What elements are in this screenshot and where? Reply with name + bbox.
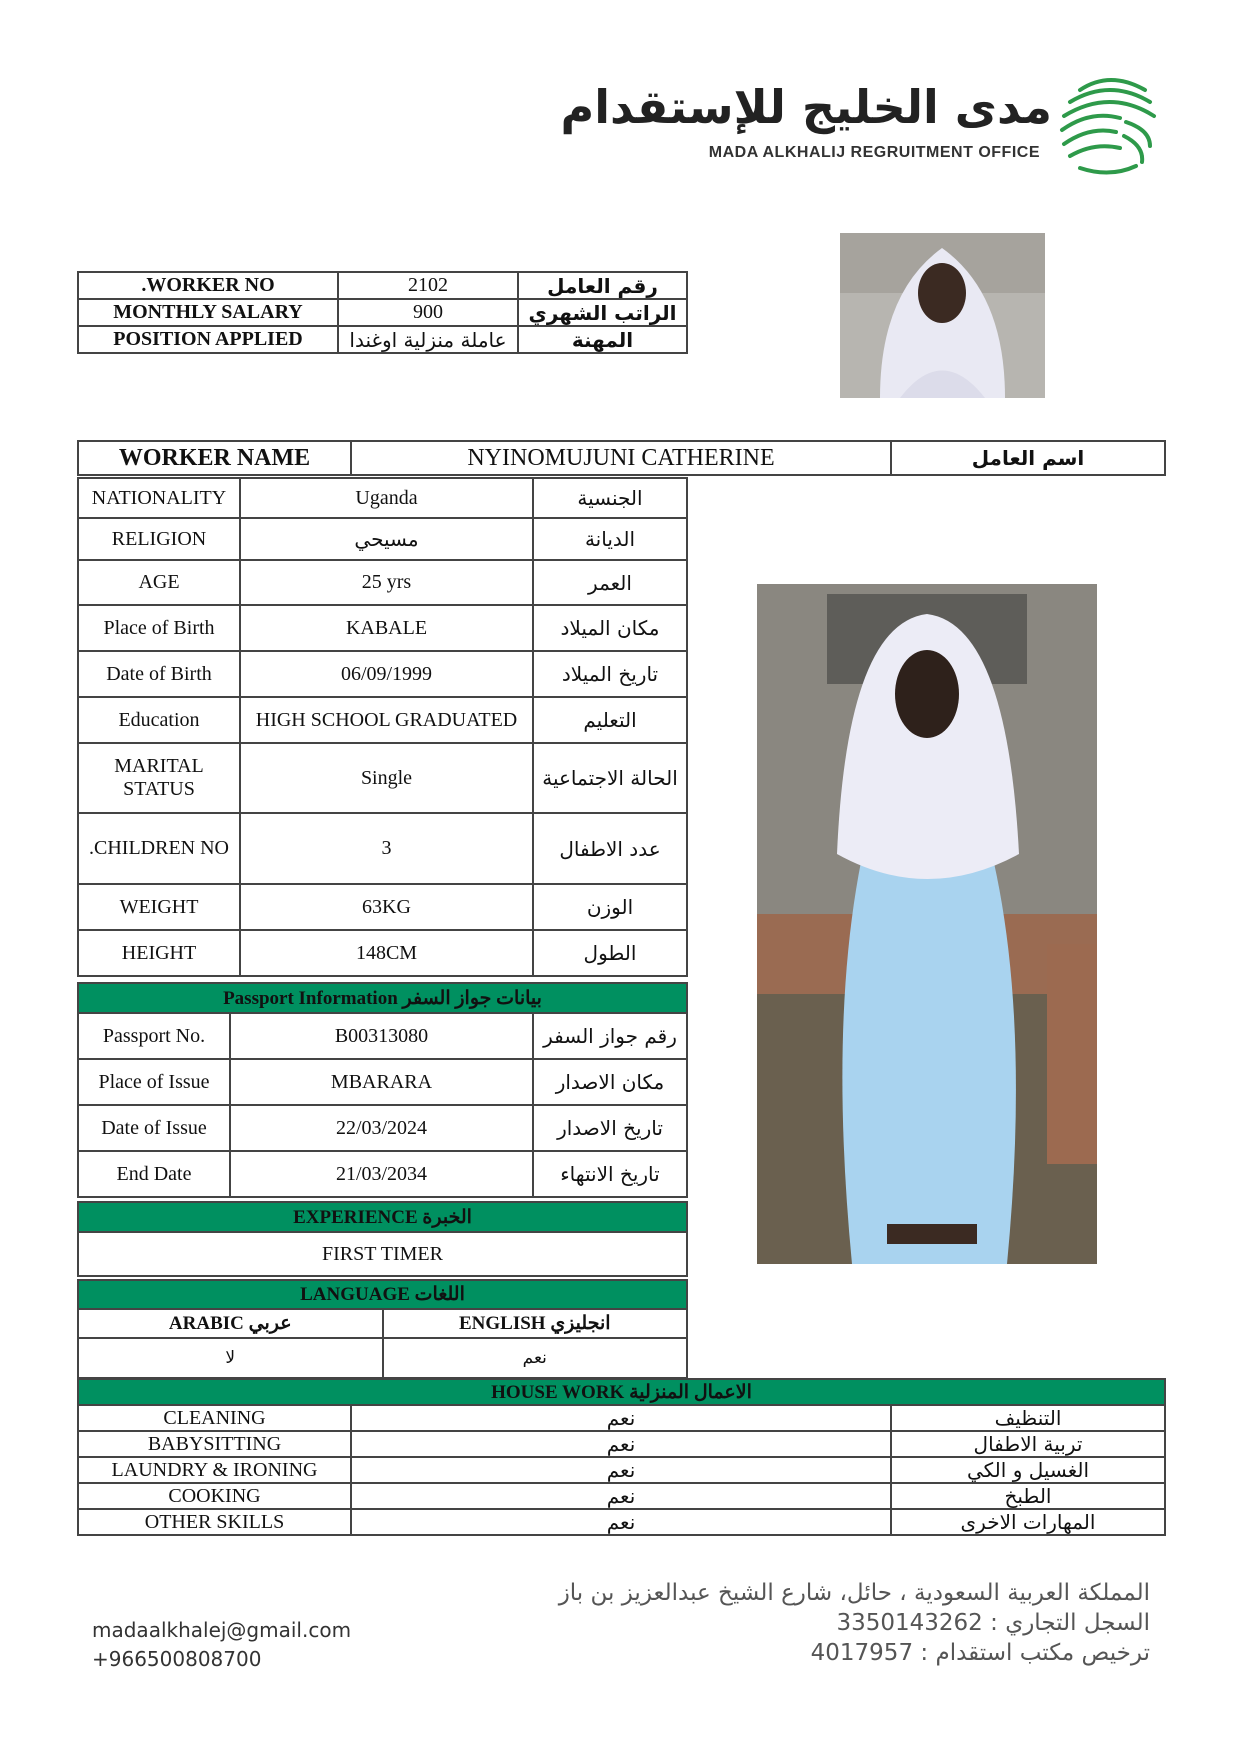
worker-name-table bbox=[77, 440, 1166, 476]
babysitting-value: نعم bbox=[351, 1431, 891, 1457]
education-arabic-label: التعليم bbox=[533, 697, 687, 743]
position-applied-arabic-label: المهنة bbox=[518, 326, 687, 353]
age-label: AGE bbox=[78, 560, 240, 605]
table-row bbox=[78, 651, 687, 697]
laundry-ironing-arabic-label: الغسيل و الكي bbox=[891, 1457, 1165, 1483]
cleaning-label: CLEANING bbox=[78, 1405, 351, 1431]
table-row bbox=[78, 1405, 1165, 1431]
table-row bbox=[78, 1338, 687, 1378]
footer-license: ترخيص مكتب استقدام : 4017957 bbox=[810, 1640, 1150, 1666]
end-date-arabic-label: تاريخ الانتهاء bbox=[533, 1151, 687, 1197]
height-value: 148CM bbox=[240, 930, 533, 976]
place-of-birth-arabic-label: مكان الميلاد bbox=[533, 605, 687, 651]
marital-status-arabic-label: الحالة الاجتماعية bbox=[533, 743, 687, 813]
children-no-arabic-label: عدد الاطفال bbox=[533, 813, 687, 884]
weight-arabic-label: الوزن bbox=[533, 884, 687, 930]
height-arabic-label: الطول bbox=[533, 930, 687, 976]
education-value: HIGH SCHOOL GRADUATED bbox=[240, 697, 533, 743]
table-row bbox=[78, 1379, 1165, 1405]
english-language-label: ENGLISH انجليزي bbox=[383, 1309, 688, 1338]
weight-value: 63KG bbox=[240, 884, 533, 930]
worker-name-value: NYINOMUJUNI CATHERINE bbox=[351, 441, 891, 475]
age-value: 25 yrs bbox=[240, 560, 533, 605]
worker-summary-table bbox=[77, 271, 688, 354]
worker-no-value: 2102 bbox=[338, 272, 518, 299]
end-date-value: 21/03/2034 bbox=[230, 1151, 533, 1197]
worker-full-body-photo bbox=[757, 584, 1097, 1264]
place-of-birth-value: KABALE bbox=[240, 605, 533, 651]
footer-email[interactable]: madaalkhalej@gmail.com bbox=[92, 1618, 352, 1642]
nationality-label: NATIONALITY bbox=[78, 478, 240, 518]
footer-contact bbox=[92, 1616, 351, 1674]
worker-no-arabic-label: رقم العامل bbox=[518, 272, 687, 299]
table-row bbox=[78, 743, 687, 813]
other-skills-arabic-label: المهارات الاخرى bbox=[891, 1509, 1165, 1535]
table-row bbox=[78, 1457, 1165, 1483]
children-no-value: 3 bbox=[240, 813, 533, 884]
table-row bbox=[78, 272, 687, 299]
date-of-issue-value: 22/03/2024 bbox=[230, 1105, 533, 1151]
table-row bbox=[78, 1232, 687, 1276]
table-row bbox=[78, 1151, 687, 1197]
table-row bbox=[78, 1431, 1165, 1457]
table-row bbox=[78, 1309, 687, 1338]
place-of-issue-value: MBARARA bbox=[230, 1059, 533, 1105]
date-of-issue-label: Date of Issue bbox=[78, 1105, 230, 1151]
table-row bbox=[78, 1105, 687, 1151]
table-row bbox=[78, 884, 687, 930]
logo bbox=[560, 70, 1160, 190]
footer-address: المملكة العربية السعودية ، حائل، شارع الشيخ عبدالعزيز بن باز bbox=[558, 1580, 1150, 1606]
worker-name-arabic-label: اسم العامل bbox=[891, 441, 1165, 475]
place-of-birth-label: Place of Birth bbox=[78, 605, 240, 651]
personal-info-table bbox=[77, 477, 688, 977]
cooking-value: نعم bbox=[351, 1483, 891, 1509]
cooking-arabic-label: الطبخ bbox=[891, 1483, 1165, 1509]
education-label: Education bbox=[78, 697, 240, 743]
arabic-language-value: لا bbox=[78, 1338, 383, 1378]
marital-status-label: MARITAL STATUS bbox=[78, 743, 240, 813]
table-row bbox=[78, 1280, 687, 1309]
table-row bbox=[78, 1059, 687, 1105]
children-no-label: .CHILDREN NO bbox=[78, 813, 240, 884]
table-row bbox=[78, 560, 687, 605]
table-row bbox=[78, 478, 687, 518]
logo-arabic-text: مدى الخليج للإستقدام bbox=[560, 80, 1052, 134]
experience-value: FIRST TIMER bbox=[78, 1232, 687, 1276]
date-of-birth-value: 06/09/1999 bbox=[240, 651, 533, 697]
monthly-salary-arabic-label: الراتب الشهري bbox=[518, 299, 687, 326]
height-label: HEIGHT bbox=[78, 930, 240, 976]
worker-portrait-photo bbox=[840, 233, 1045, 398]
footer-phone[interactable]: +966500808700 bbox=[92, 1647, 262, 1671]
position-applied-label: POSITION APPLIED bbox=[78, 326, 338, 353]
footer-address-block bbox=[510, 1578, 1150, 1668]
house-work-section-heading: HOUSE WORK الاعمال المنزلية bbox=[78, 1379, 1165, 1405]
passport-info-table bbox=[77, 982, 688, 1198]
table-row bbox=[78, 1509, 1165, 1535]
cooking-label: COOKING bbox=[78, 1483, 351, 1509]
passport-no-value: B00313080 bbox=[230, 1013, 533, 1059]
nationality-value: Uganda bbox=[240, 478, 533, 518]
passport-section-heading: Passport Information بيانات جواز السفر bbox=[78, 983, 687, 1013]
cleaning-value: نعم bbox=[351, 1405, 891, 1431]
nationality-arabic-label: الجنسية bbox=[533, 478, 687, 518]
laundry-ironing-label: LAUNDRY & IRONING bbox=[78, 1457, 351, 1483]
table-row bbox=[78, 930, 687, 976]
date-of-birth-arabic-label: تاريخ الميلاد bbox=[533, 651, 687, 697]
language-table bbox=[77, 1279, 688, 1379]
table-row bbox=[78, 605, 687, 651]
date-of-issue-arabic-label: تاريخ الاصدار bbox=[533, 1105, 687, 1151]
monthly-salary-value: 900 bbox=[338, 299, 518, 326]
weight-label: WEIGHT bbox=[78, 884, 240, 930]
table-row bbox=[78, 697, 687, 743]
religion-label: RELIGION bbox=[78, 518, 240, 560]
language-section-heading: LANGUAGE اللغات bbox=[78, 1280, 687, 1309]
passport-no-arabic-label: رقم جواز السفر bbox=[533, 1013, 687, 1059]
religion-arabic-label: الديانة bbox=[533, 518, 687, 560]
table-row bbox=[78, 326, 687, 353]
table-row bbox=[78, 299, 687, 326]
table-row bbox=[78, 1013, 687, 1059]
age-arabic-label: العمر bbox=[533, 560, 687, 605]
table-row bbox=[78, 518, 687, 560]
date-of-birth-label: Date of Birth bbox=[78, 651, 240, 697]
table-row bbox=[78, 813, 687, 884]
worker-name-label: WORKER NAME bbox=[78, 441, 351, 475]
monthly-salary-label: MONTHLY SALARY bbox=[78, 299, 338, 326]
babysitting-label: BABYSITTING bbox=[78, 1431, 351, 1457]
laundry-ironing-value: نعم bbox=[351, 1457, 891, 1483]
table-row bbox=[78, 1483, 1165, 1509]
marital-status-value: Single bbox=[240, 743, 533, 813]
house-work-table bbox=[77, 1378, 1166, 1536]
passport-no-label: Passport No. bbox=[78, 1013, 230, 1059]
logo-english-text: MADA ALKHALIJ REGRUITMENT OFFICE bbox=[708, 144, 1040, 161]
babysitting-arabic-label: تربية الاطفال bbox=[891, 1431, 1165, 1457]
worker-no-label: .WORKER NO bbox=[78, 272, 338, 299]
position-applied-value: عاملة منزلية اوغندا bbox=[338, 326, 518, 353]
place-of-issue-label: Place of Issue bbox=[78, 1059, 230, 1105]
religion-value: مسيحي bbox=[240, 518, 533, 560]
experience-table bbox=[77, 1201, 688, 1277]
logo-emblem-icon bbox=[1050, 70, 1160, 180]
table-row bbox=[78, 983, 687, 1013]
cleaning-arabic-label: التنظيف bbox=[891, 1405, 1165, 1431]
arabic-language-label: ARABIC عربي bbox=[78, 1309, 383, 1338]
place-of-issue-arabic-label: مكان الاصدار bbox=[533, 1059, 687, 1105]
table-row bbox=[78, 441, 1165, 475]
english-language-value: نعم bbox=[383, 1338, 688, 1378]
table-row bbox=[78, 1202, 687, 1232]
experience-section-heading: EXPERIENCE الخبرة bbox=[78, 1202, 687, 1232]
other-skills-value: نعم bbox=[351, 1509, 891, 1535]
footer-commercial-register: السجل التجاري : 3350143262 bbox=[836, 1610, 1150, 1636]
other-skills-label: OTHER SKILLS bbox=[78, 1509, 351, 1535]
end-date-label: End Date bbox=[78, 1151, 230, 1197]
